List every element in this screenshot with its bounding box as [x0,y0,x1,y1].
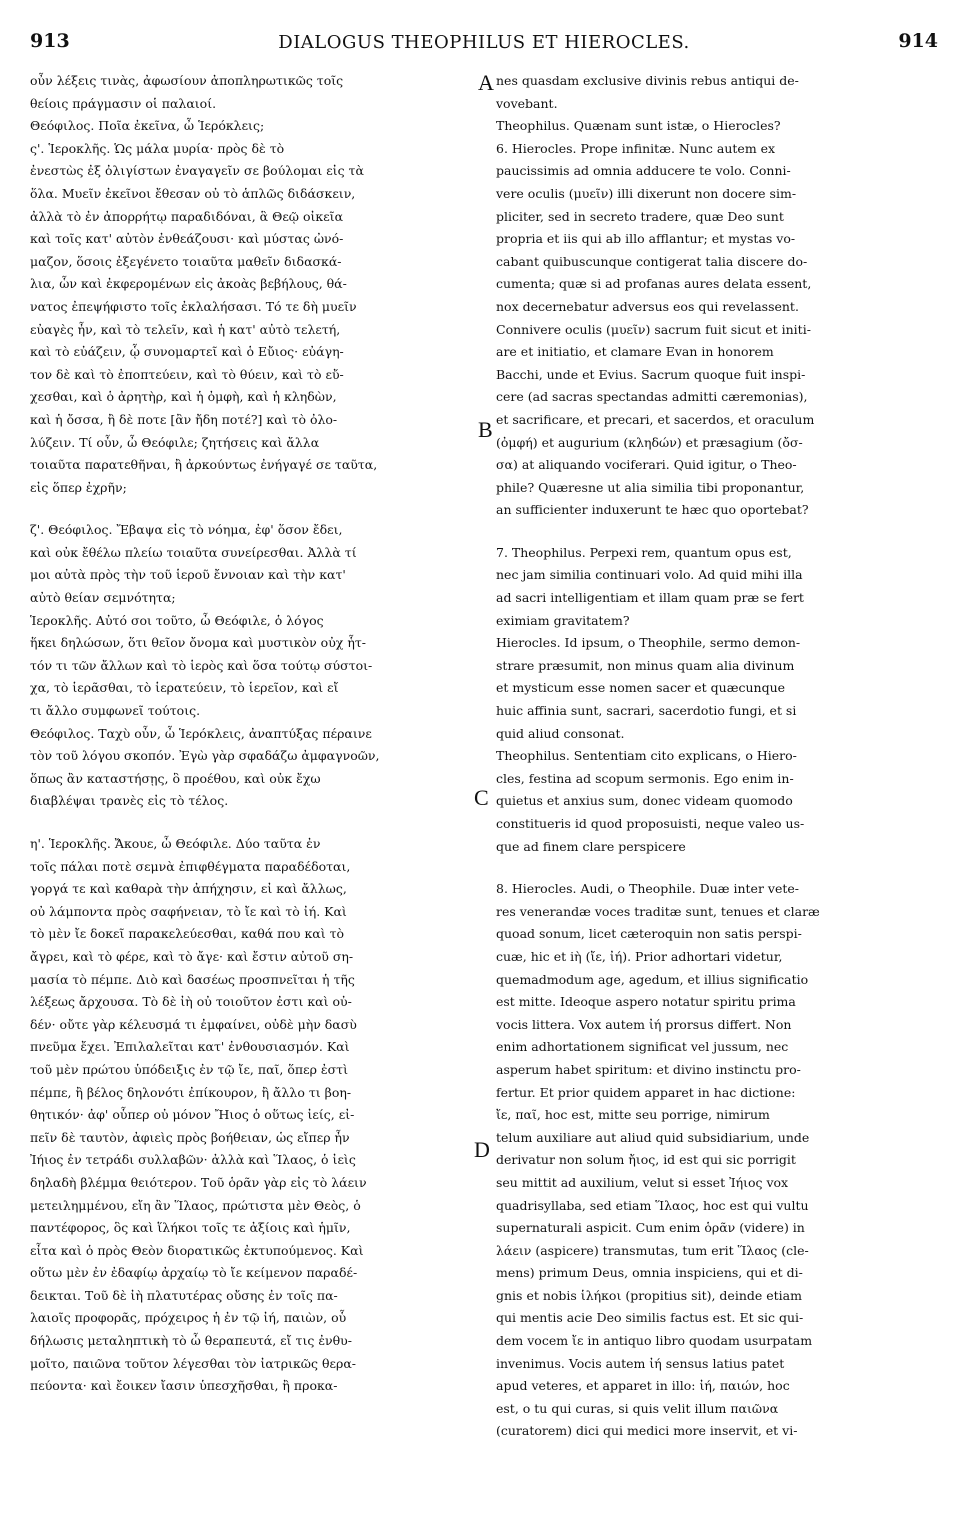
greek-text-line: καὶ οὐκ ἔθέλω πλείω τοιαῦτα συνείρεσθαι. Ἀλλὰ τί [30,544,357,560]
greek-text-line: τοῦ μὲν πρώτου ὑπόδειξις ἐν τῷ ἴε, παῖ, ὅπερ ἐστὶ [30,1061,348,1077]
greek-text-line: εὐαγὲς ἦν, καὶ τὸ τελεῖν, καὶ ἡ κατ' αὐτὸ τελετή, [30,321,341,337]
latin-column [496,70,932,1443]
latin-text-line: σα) at aliquando vociferari. Quid igitur, o Theo- [496,457,797,473]
latin-text-line: mens) primum Deus, omnia inspiciens, qui et di- [496,1265,803,1281]
latin-text-line: vovebant. [496,95,558,111]
greek-text-line: καὶ τοῖς κατ' αὐτὸν ἐνθεάζουσι· καὶ μύστας ὠνό- [30,231,344,247]
latin-text-line: Connivere oculis (μυεῖν) sacrum fuit sicut et initi- [496,321,811,337]
latin-text-line: are et initiatio, et clamare Evan in honorem [496,344,774,360]
greek-text-line: οὐ λάμποντα πρὸς σαφήνειαν, τὸ ἴε καὶ τὸ ἰή. Καὶ [30,903,347,919]
greek-text-line: λαιοῖς προφορᾶς, πρόχειρος ἡ ἐν τῷ ἰή, παιὼν, οὗ [30,1310,347,1326]
greek-text-line: ἀλλὰ τὸ ἐν ἀπορρήτῳ παραδιδόναι, ἃ Θεῷ οἰκεῖα [30,208,344,224]
greek-text-line: χεσθαι, καὶ ὁ ἀρητὴρ, καὶ ἡ ὀμφὴ, καὶ ἡ κληδὼν, [30,389,337,405]
greek-text-line: τοῖς πάλαι ποτὲ σεμνὰ ἐπιφθέγματα παραδέδοται, [30,858,351,874]
greek-text-line: ζ'. Θεόφιλος. Ἔβαψα εἰς τὸ νόημα, ἐφ' ὅσον ἔδει, [30,522,343,538]
latin-text-line: (ὀμφή) et augurium (κληδών) et præsagium (ὄσ- [496,434,803,450]
latin-text-line: fertur. Et prior quidem apparet in hac dictione: [496,1084,796,1100]
greek-text-line: μαζον, ὅσοις ἐξεγένετο τοιαῦτα μαθεῖν διδασκά- [30,253,342,269]
greek-text-line: ἄγρει, καὶ τὸ φέρε, καὶ τὸ ἄγε· καὶ ἔστιν αὐτοῦ ση- [30,948,354,964]
running-title: DIALOGUS THEOPHILUS ET HIEROCLES. [278,32,690,53]
greek-text-line: μοι αὐτὰ πρὸς τὴν τοῦ ἱεροῦ ἔννοιαν καὶ τὴν κατ' [30,567,346,583]
latin-text-line: Hierocles. Id ipsum, o Theophile, sermo demon- [496,635,801,651]
latin-text-line: (curatorem) dici qui medici more inservit, et vi- [496,1423,798,1439]
greek-text-line: εἰς ὅπερ ἐχρῆν; [30,479,127,495]
greek-paragraph-gap [30,813,470,833]
greek-text-line: δέν· οὔτε γὰρ κέλευσμά τι ἐμφαίνει, οὐδὲ μὴν δασὺ [30,1016,357,1032]
greek-text-line: θητικόν· ἀφ' οὗπερ οὐ μόνον Ἤιος ὁ οὕτως ἰείς, εἰ- [30,1107,355,1123]
greek-text-line: ς'. Ἱεροκλῆς. Ὡς μάλα μυρία· πρὸς δὲ τὸ [30,140,285,156]
latin-text-line: supernaturali aspicit. Cum enim ὁρᾶν (videre) in [496,1220,805,1236]
latin-text-line: 8. Hierocles. Audi, o Theophile. Duæ inter vete- [496,881,799,897]
greek-text-line: πεῖν δὲ ταυτὸν, ἀφιεὶς πρὸς βοήθειαν, ὡς εἴπερ ἦν [30,1129,350,1145]
latin-text-line: ἴε, παῖ, hoc est, mitte seu porrige, nimirum [496,1107,770,1123]
latin-text-line: ad sacri intelligentiam et illam quam præ se fert [496,590,804,606]
latin-text-line: an sufficienter induxerunt te hæc quo oportebat? [496,502,809,518]
greek-text-line: μετειλημμένου, εἴη ἂν Ἵλαος, πρώτιστα μὲν Θεὸς, ὁ [30,1197,361,1213]
greek-text-line: τον δὲ καὶ τὸ ἐποπτεύειν, καὶ τὸ θύειν, καὶ τὸ εὔ- [30,366,344,382]
page-number-right: 914 [898,30,938,52]
latin-text-line: Bacchi, unde et Evius. Sacrum quoque fuit inspi- [496,366,806,382]
latin-text-line: res venerandæ voces traditæ sunt, tenues et claræ [496,903,820,919]
greek-text-line: γοργά τε καὶ καθαρὰ τὴν ἀπήχησιν, εἰ καὶ ἄλλως, [30,881,347,897]
greek-column [30,70,470,1398]
greek-text-line: η'. Ἱεροκλῆς. Ἄκουε, ὦ Θεόφιλε. Δύο ταῦτα ἐν [30,836,321,851]
greek-text-line: ἥκει δηλώσων, ὅτι θεῖον ὄνομα καὶ μυστικὸν οὐχ ἧτ- [30,635,366,651]
latin-text-line: eximiam gravitatem? [496,612,630,628]
latin-text-line: quietus et anxius sum, donec videam quomodo [496,793,793,809]
greek-text-line: τοιαῦτα παρατεθῆναι, ἢ ἀρκούντως ἐνήγαγέ σε ταῦτα, [30,457,378,473]
latin-text-line: derivatur non solum ἤιος, id est qui sic porrigit [496,1152,796,1168]
greek-text-line: οὖν λέξεις τινὰς, ἀφωσίουν ἀποπληρωτικῶς τοῖς [30,73,344,88]
greek-text-line: διαβλέψαι τρανὲς εἰς τὸ τέλος. [30,793,229,809]
latin-text-line: qui mentis acie Deo similis factus est. Et sic qui- [496,1310,804,1326]
latin-text-line: propria et iis qui ab illo afflantur; et mystas vo- [496,231,796,247]
latin-text-line: dem vocem ἴε in antiquo libro quodam usurpatam [496,1333,813,1349]
latin-paragraph-gap [496,858,932,878]
greek-text-line: καὶ ἡ ὄσσα, ἢ δὲ ποτε [ἂν ἤδη ποτέ?] καὶ τὸ ὀλο- [30,411,338,427]
greek-text-line: νατος ἐπεψήφιστο τοῖς ἐκλαλήσασι. Τό τε δὴ μυεῖν [30,298,357,314]
latin-text-line: phile? Quæresne ut alia similia tibi proponantur, [496,479,805,495]
latin-text-line: nes quasdam exclusive divinis rebus antiqui de- [496,73,799,88]
latin-text-line: paucissimis ad omnia adducere te volo. Conni- [496,163,791,179]
greek-text-line: οὕτω μὲν ἐν ἐδαφίῳ ἀρχαίῳ τὸ ἴε κείμενον παραδέ- [30,1265,358,1281]
latin-text-line: 7. Theophilus. Perpexi rem, quantum opus est, [496,544,792,560]
greek-text-line: αὐτὸ θείαν σεμνότητα; [30,590,176,606]
greek-text-line: τόν τι τῶν ἄλλων καὶ τὸ ἱερὸς καὶ ὅσα τούτῳ σύστοι- [30,657,373,673]
latin-text-line: est mitte. Ideoque aspero notatur spiritu prima [496,994,796,1010]
latin-text-line: quadrisyllaba, sed etiam Ἵλαος, hoc est qui vultu [496,1197,809,1213]
greek-paragraph-gap [30,499,470,519]
latin-text-line: strare præsumit, non minus quam alia divinum [496,657,795,673]
greek-text-line: δηλαδὴ βλέμμα θειότερον. Τοῦ ὁρᾶν γὰρ εἰς τὸ λάειν [30,1174,367,1190]
greek-text-line: μοῖτο, παιῶνα τοῦτον λέγεσθαι τὸν ἰατρικῶς θερα- [30,1355,356,1371]
latin-text-line: et sacrificare, et precari, et sacerdos, et oraculum [496,411,815,427]
latin-text-line: et mysticum esse nomen sacer et quæcunque [496,680,786,696]
latin-text-line: quid aliud consonat. [496,725,625,741]
latin-text-line: cabant quibuscunque contigerat talia discere do- [496,253,808,269]
greek-text-line: Ἰήιος ἐν τετράδι συλλαβῶν· ἀλλὰ καὶ Ἵλαος, ὁ ἰεὶς [30,1152,356,1168]
greek-text-line: μασία τὸ πέμπε. Διὸ καὶ δασέως προσπνεῖται ἡ τῆς [30,971,355,987]
greek-text-line: εἶτα καὶ ὁ πρὸς Θεὸν διορατικῶς ἐκτυπούμενος. Καὶ [30,1242,364,1258]
greek-text-line: Θεόφιλος. Ποῖα ἐκεῖνα, ὦ Ἱερόκλεις; [30,118,265,134]
latin-text-line: est, o tu qui curas, si quis velit illum παιῶνα [496,1400,779,1416]
latin-text-line: cles, festina ad scopum sermonis. Ego enim in- [496,770,794,786]
latin-text-line: cuæ, hic et iὴ (ἴε, ἰή). Prior adhortari videtur, [496,948,783,964]
latin-text-line: cere (ad sacras spectandas admitti cæremonias), [496,389,808,405]
greek-text-line: ὅπως ἂν καταστήσῃς, ὃ προέθου, καὶ οὐκ ἔχω [30,770,321,786]
greek-text-line: Ἱεροκλῆς. Αὐτό σοι τοῦτο, ὦ Θεόφιλε, ὁ λόγος [30,612,324,628]
latin-text-line: que ad finem clare perspicere [496,838,686,854]
greek-text-line: Θεόφιλος. Ταχὺ οὖν, ὦ Ἱερόκλεις, ἀναπτύξας πέραινε [30,725,372,741]
greek-text-line: πέμπε, ἢ βέλος δηλονότι ἐπίκουρον, ἢ ἄλλο τι βοη- [30,1084,352,1100]
greek-text-line: πνεῦμα ἔχει. Ἐπιλαλεῖται κατ' ἐνθουσιασμόν. Καὶ [30,1039,350,1055]
latin-text-line: gnis et nobis ἱλήκοι (propitius sit), deinde etiam [496,1287,802,1303]
latin-text-line: telum auxiliare aut aliud quid subsidiarium, unde [496,1129,810,1145]
greek-text-line: λύζειν. Τί οὖν, ὦ Θεόφιλε; ζητήσεις καὶ ἄλλα [30,434,320,450]
greek-text-line: τι ἄλλο συμφωνεῖ τούτοις. [30,703,201,719]
latin-text-line: asperum habet spiritum: et divino instinctu pro- [496,1061,801,1077]
greek-text-line: δεικται. Τοῦ δὲ ἰὴ πλατυτέρας οὔσης ἐν τοῖς πα- [30,1287,338,1303]
latin-text-line: λάειν (aspicere) transmutas, tum erit Ἵλαος (cle- [496,1242,809,1258]
greek-text-line: λέξεως ἄρχουσα. Τὸ δὲ ἰὴ οὐ τοιοῦτον ἐστι καὶ οὐ- [30,994,352,1010]
latin-text-line: vere oculis (μυεῖν) illi dixerunt non docere sim- [496,185,797,201]
greek-text-line: χα, τὸ ἱερᾶσθαι, τὸ ἱερατεύειν, τὸ ἱερεῖον, καὶ εἴ [30,680,339,696]
latin-text-line: seu mittit ad auxilium, velut si esset Ἰήιος vox [496,1174,789,1190]
latin-text-line: quemadmodum age, agedum, et illius significatio [496,971,809,987]
latin-paragraph-gap [496,522,932,542]
latin-text-line: Theophilus. Sententiam cito explicans, o Hiero- [496,748,797,764]
greek-text-line: παντέφορος, ὃς καὶ ἵλήκοι τοῖς τε ἀξίοις καὶ ἡμῖν, [30,1220,351,1236]
latin-text-line: nec jam similia continuari volo. Ad quid mihi illa [496,567,803,583]
greek-text-line: θείοις πράγμασιν οἱ παλαιοί. [30,95,217,111]
margin-letter-c: C [474,785,489,810]
latin-text-line: 6. Hierocles. Prope infinitæ. Nunc autem ex [496,140,776,156]
latin-text-line: cumenta; quæ si ad profanas aures delata essent, [496,276,812,292]
page-header [30,30,938,60]
latin-text-line: vocis littera. Vox autem ἰή prorsus differt. Non [496,1016,792,1032]
greek-text-line: λια, ὧν καὶ ἐκφερομένων εἰς ἀκοὰς βεβήλους, θά- [30,276,347,292]
greek-text-line: τὸ μὲν ἴε δοκεῖ παρακελεύεσθαι, καθά που καὶ τὸ [30,926,345,942]
margin-letter-d: D [474,1137,490,1162]
latin-text-line: Theophilus. Quænam sunt istæ, o Hierocles? [496,118,781,134]
greek-text-line: δήλωσις μεταληπτικὴ τὸ ὦ θεραπευτά, εἴ τις ἐνθυ- [30,1333,352,1349]
greek-text-line: ἐνεστὼς ἐξ ὀλιγίστων ἐναγαγεῖν σε βούλομαι εἰς τὰ [30,163,364,179]
greek-text-line: ὅλα. Μυεῖν ἐκεῖνοι ἔθεσαν οὐ τὸ ἁπλῶς διδάσκειν, [30,185,356,201]
latin-text-line: invenimus. Vocis autem ἰή sensus latius patet [496,1355,785,1371]
latin-text-line: huic affinia sunt, sacrari, sacerdotio fungi, et si [496,703,797,719]
margin-letter-a: A [478,70,494,95]
greek-text-line: τὸν τοῦ λόγου σκοπόν. Ἐγὼ γὰρ σφαδάζω ἀμφαγνοῶν, [30,748,380,764]
latin-text-line: constitueris id quod proposuisti, neque valeo us- [496,816,805,831]
greek-text-line: πεύοντα· καὶ ἔοικεν ἴασιν ὑπεσχῆσθαι, ἢ προκα- [30,1378,338,1394]
latin-text-line: nox decernebatur adversus eos qui revelassent. [496,298,799,314]
latin-text-line: pliciter, sed in secreto tradere, quæ Deo sunt [496,208,784,224]
margin-letter-b: B [478,417,493,442]
latin-text-line: quoad sonum, licet cæteroquin non satis perspi- [496,926,802,942]
greek-text-line: καὶ τὸ εὐάζειν, ᾧ συνομαρτεῖ καὶ ὁ Εὔιος· εὐάγη- [30,344,344,360]
latin-text-line: enim adhortationem significat vel jussum, nec [496,1039,789,1055]
page-number-left: 913 [30,30,70,52]
latin-text-line: apud veteres, et apparet in illo: ἰή, παιών, hoc [496,1378,790,1394]
